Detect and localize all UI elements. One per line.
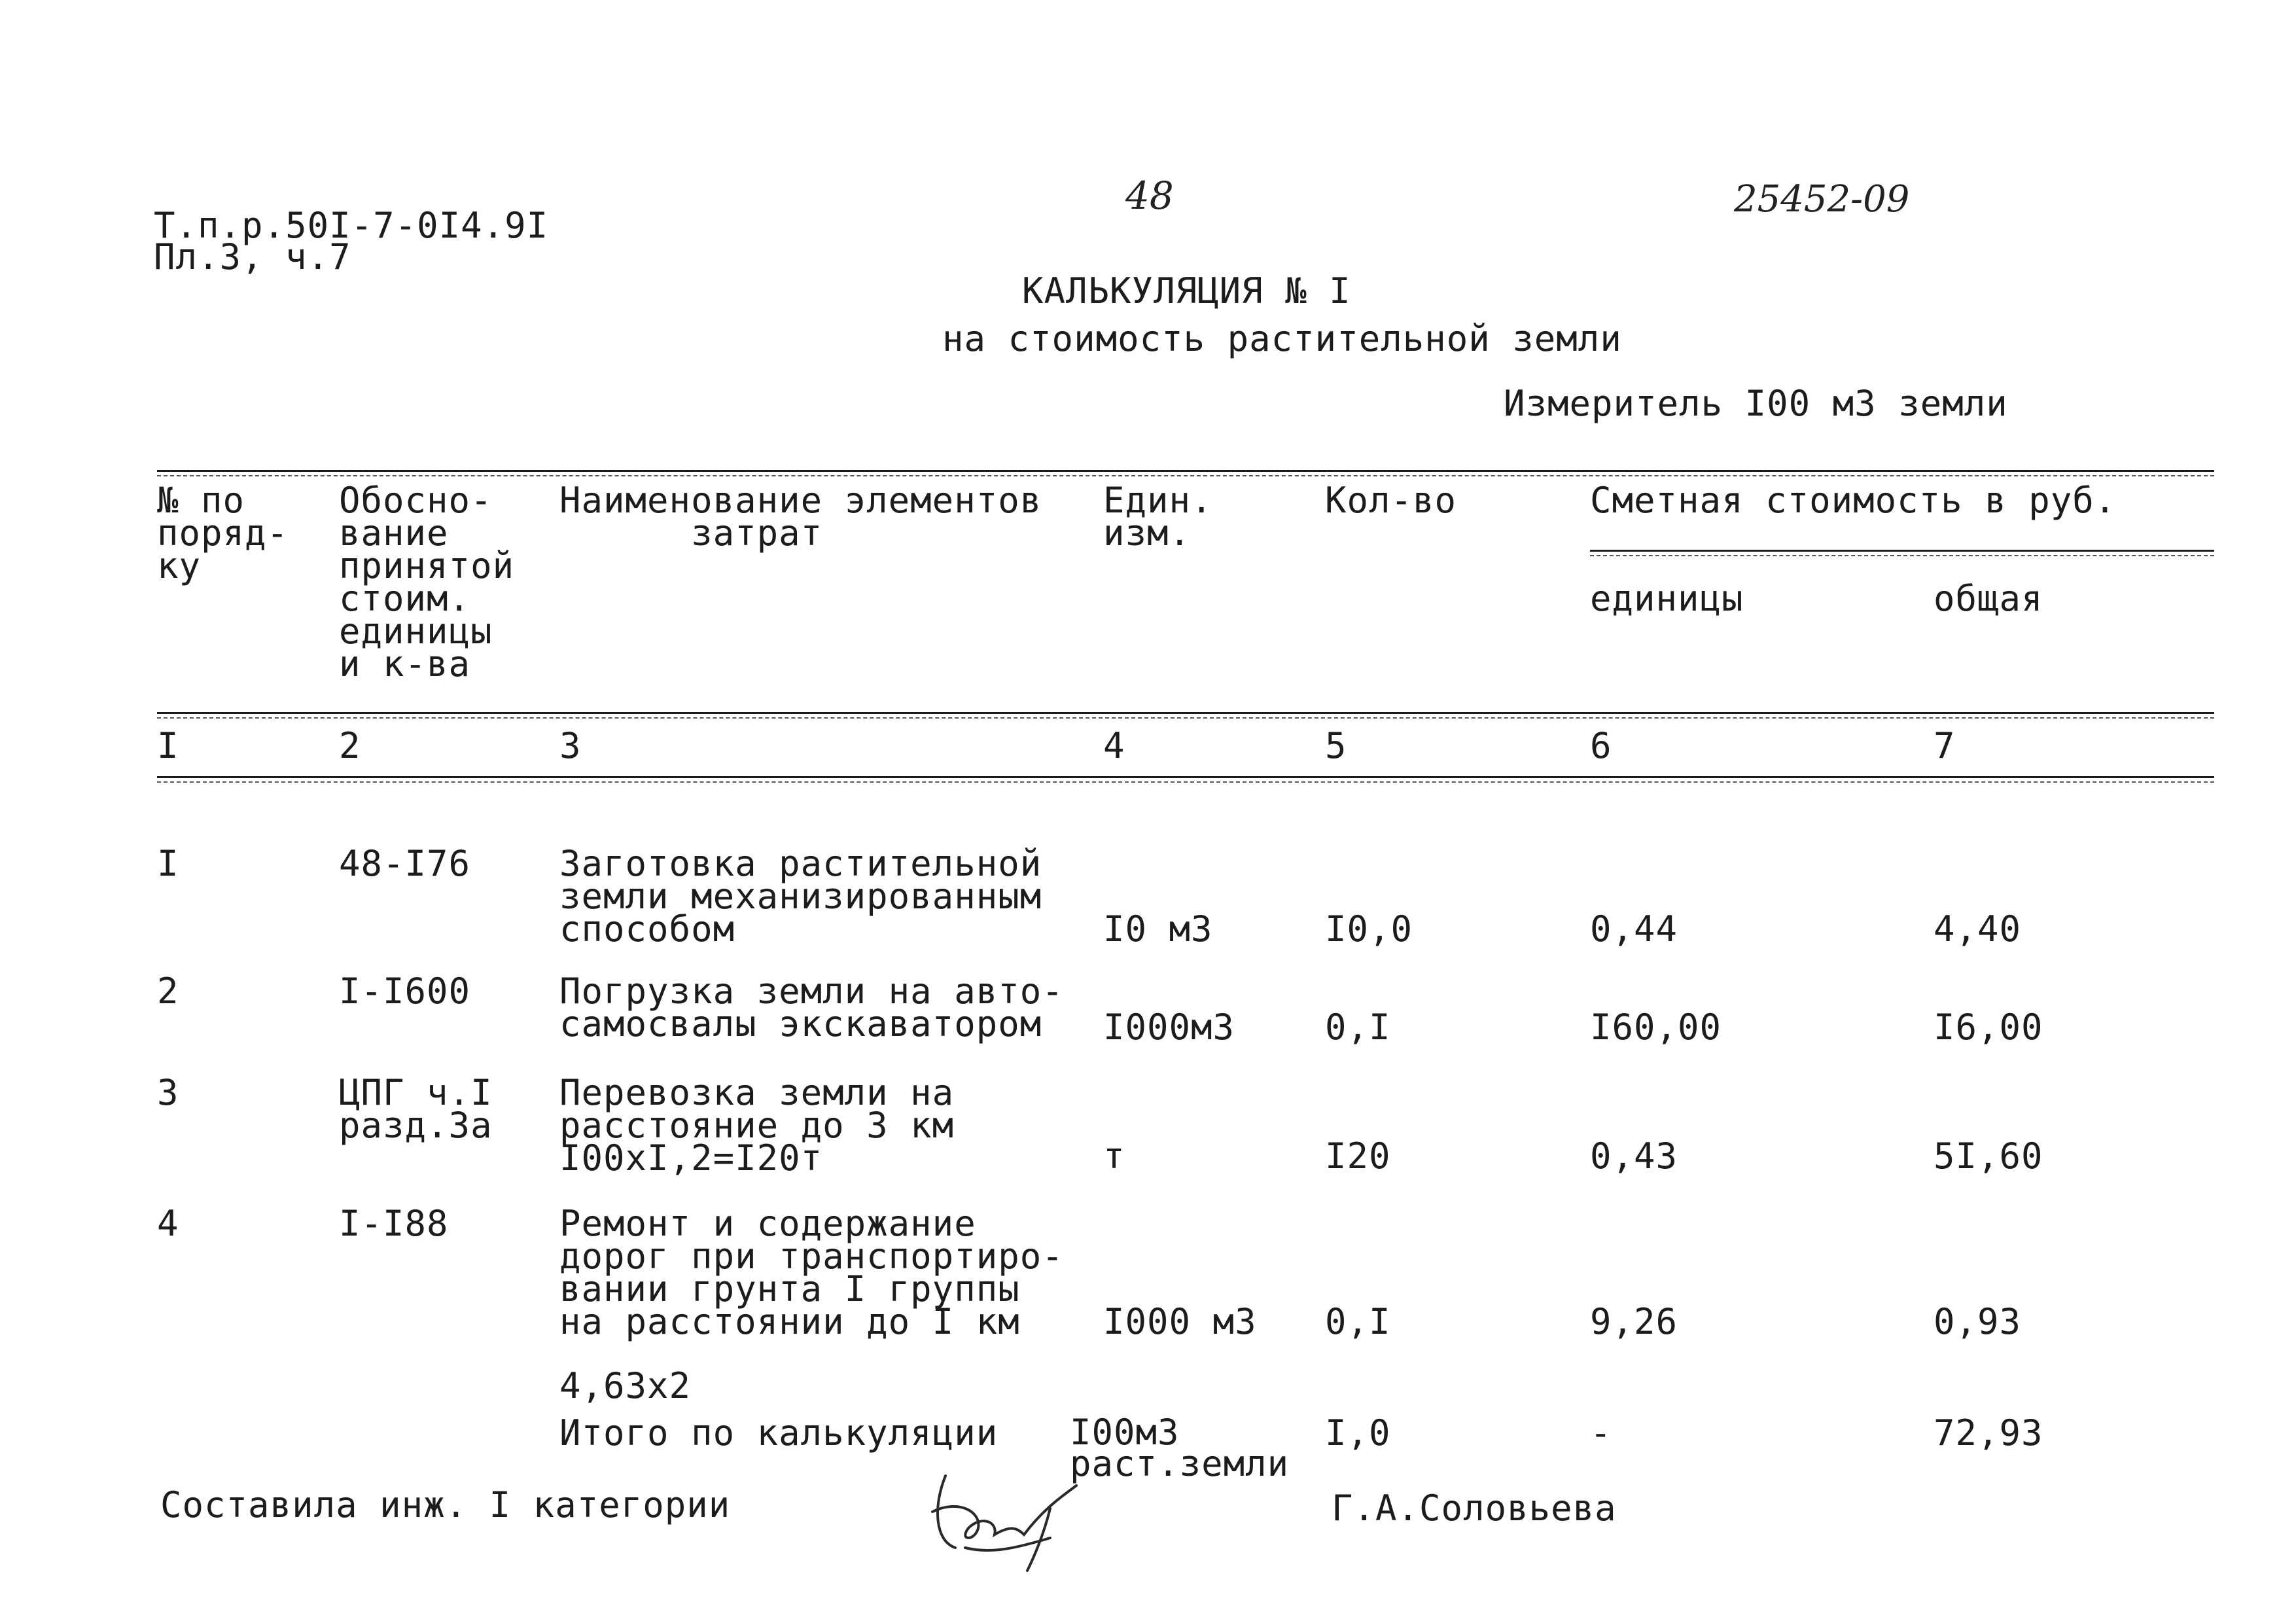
inventory-number: 25452-09 bbox=[1734, 178, 1910, 221]
header-basis: Обосно- вание принятой стоим. единицы и к-ва bbox=[339, 480, 515, 685]
total-unit: I00м3 раст.земли bbox=[1070, 1412, 1290, 1484]
measurement-unit: Измеритель I00 м3 земли bbox=[1504, 383, 2008, 424]
row-cost-element: Погрузка земли на авто- самосвалы экскаватором bbox=[559, 971, 1064, 1044]
header-cost-elements: Наименование элементов затрат bbox=[559, 480, 1042, 554]
row-cost-element: Ремонт и содержание дорог при транспортиро- вании грунта I группы на расстоянии до I км bbox=[559, 1203, 1064, 1342]
column-number: 7 bbox=[1934, 725, 1956, 766]
column-numbers-bottom-rule bbox=[157, 776, 2214, 778]
row-number: 2 bbox=[157, 971, 179, 1012]
row-cost-element: Перевозка земли на расстояние до 3 км I00хI,2=I20т bbox=[559, 1072, 955, 1179]
signature bbox=[919, 1450, 1116, 1574]
row-cost-element: Заготовка растительной земли механизированным способом bbox=[559, 843, 1042, 950]
row-unit: I000 м3 bbox=[1103, 1301, 1257, 1342]
row-number: 3 bbox=[157, 1072, 179, 1113]
document-title: КАЛЬКУЛЯЦИЯ № I bbox=[1022, 270, 1351, 312]
cost-header-rule bbox=[1590, 550, 2214, 552]
row-unit: I000м3 bbox=[1103, 1007, 1235, 1048]
row-unit-price: 0,43 bbox=[1590, 1135, 1678, 1177]
row-unit-price: I60,00 bbox=[1590, 1007, 1722, 1048]
row-basis: I-I600 bbox=[339, 971, 471, 1012]
column-number: I bbox=[157, 725, 179, 766]
row-unit-price: 9,26 bbox=[1590, 1301, 1678, 1342]
header-unit-price: единицы bbox=[1590, 578, 1744, 619]
column-number: 6 bbox=[1590, 725, 1612, 766]
total-label: Итого по калькуляции bbox=[559, 1412, 998, 1454]
row-number: 4 bbox=[157, 1203, 179, 1244]
total-amount: 72,93 bbox=[1934, 1412, 2043, 1454]
document-reference-line2: Пл.3, ч.7 bbox=[154, 236, 351, 277]
row-total: I6,00 bbox=[1934, 1007, 2043, 1048]
column-number: 5 bbox=[1325, 725, 1347, 766]
row-quantity: 0,I bbox=[1325, 1007, 1391, 1048]
header-unit: Един. изм. bbox=[1103, 480, 1213, 554]
row-quantity: I20 bbox=[1325, 1135, 1391, 1177]
compiler-name: Г.А.Соловьева bbox=[1332, 1488, 1617, 1529]
row-basis: ЦПГ ч.I разд.3а bbox=[339, 1072, 493, 1146]
row-total: 0,93 bbox=[1934, 1301, 2022, 1342]
column-number: 3 bbox=[559, 725, 582, 766]
header-total: общая bbox=[1934, 578, 2043, 619]
header-bottom-rule bbox=[157, 712, 2214, 714]
calculation-note: 4,63х2 bbox=[559, 1365, 692, 1406]
column-number: 2 bbox=[339, 725, 361, 766]
total-unit-price: - bbox=[1590, 1412, 1612, 1454]
document-subtitle: на стоимость растительной земли bbox=[942, 318, 1622, 359]
row-unit: т bbox=[1103, 1135, 1125, 1177]
column-number: 4 bbox=[1103, 725, 1125, 766]
row-quantity: I0,0 bbox=[1325, 908, 1413, 950]
row-quantity: 0,I bbox=[1325, 1301, 1391, 1342]
row-unit-price: 0,44 bbox=[1590, 908, 1678, 950]
header-quantity: Кол-во bbox=[1325, 480, 1457, 521]
row-total: 5I,60 bbox=[1934, 1135, 2043, 1177]
row-total: 4,40 bbox=[1934, 908, 2022, 950]
row-number: I bbox=[157, 843, 179, 884]
document-reference-line1: Т.п.р.50I-7-0I4.9I bbox=[154, 205, 549, 246]
page-number: 48 bbox=[1125, 173, 1174, 218]
compiled-by: Составила инж. I категории bbox=[160, 1484, 731, 1525]
table-top-rule bbox=[157, 470, 2214, 472]
row-unit: I0 м3 bbox=[1103, 908, 1213, 950]
header-estimated-cost: Сметная стоимость в руб. bbox=[1590, 480, 2117, 521]
total-quantity: I,0 bbox=[1325, 1412, 1391, 1454]
row-basis: 48-I76 bbox=[339, 843, 471, 884]
header-row-number: № по поряд- ку bbox=[157, 480, 289, 586]
row-basis: I-I88 bbox=[339, 1203, 449, 1244]
